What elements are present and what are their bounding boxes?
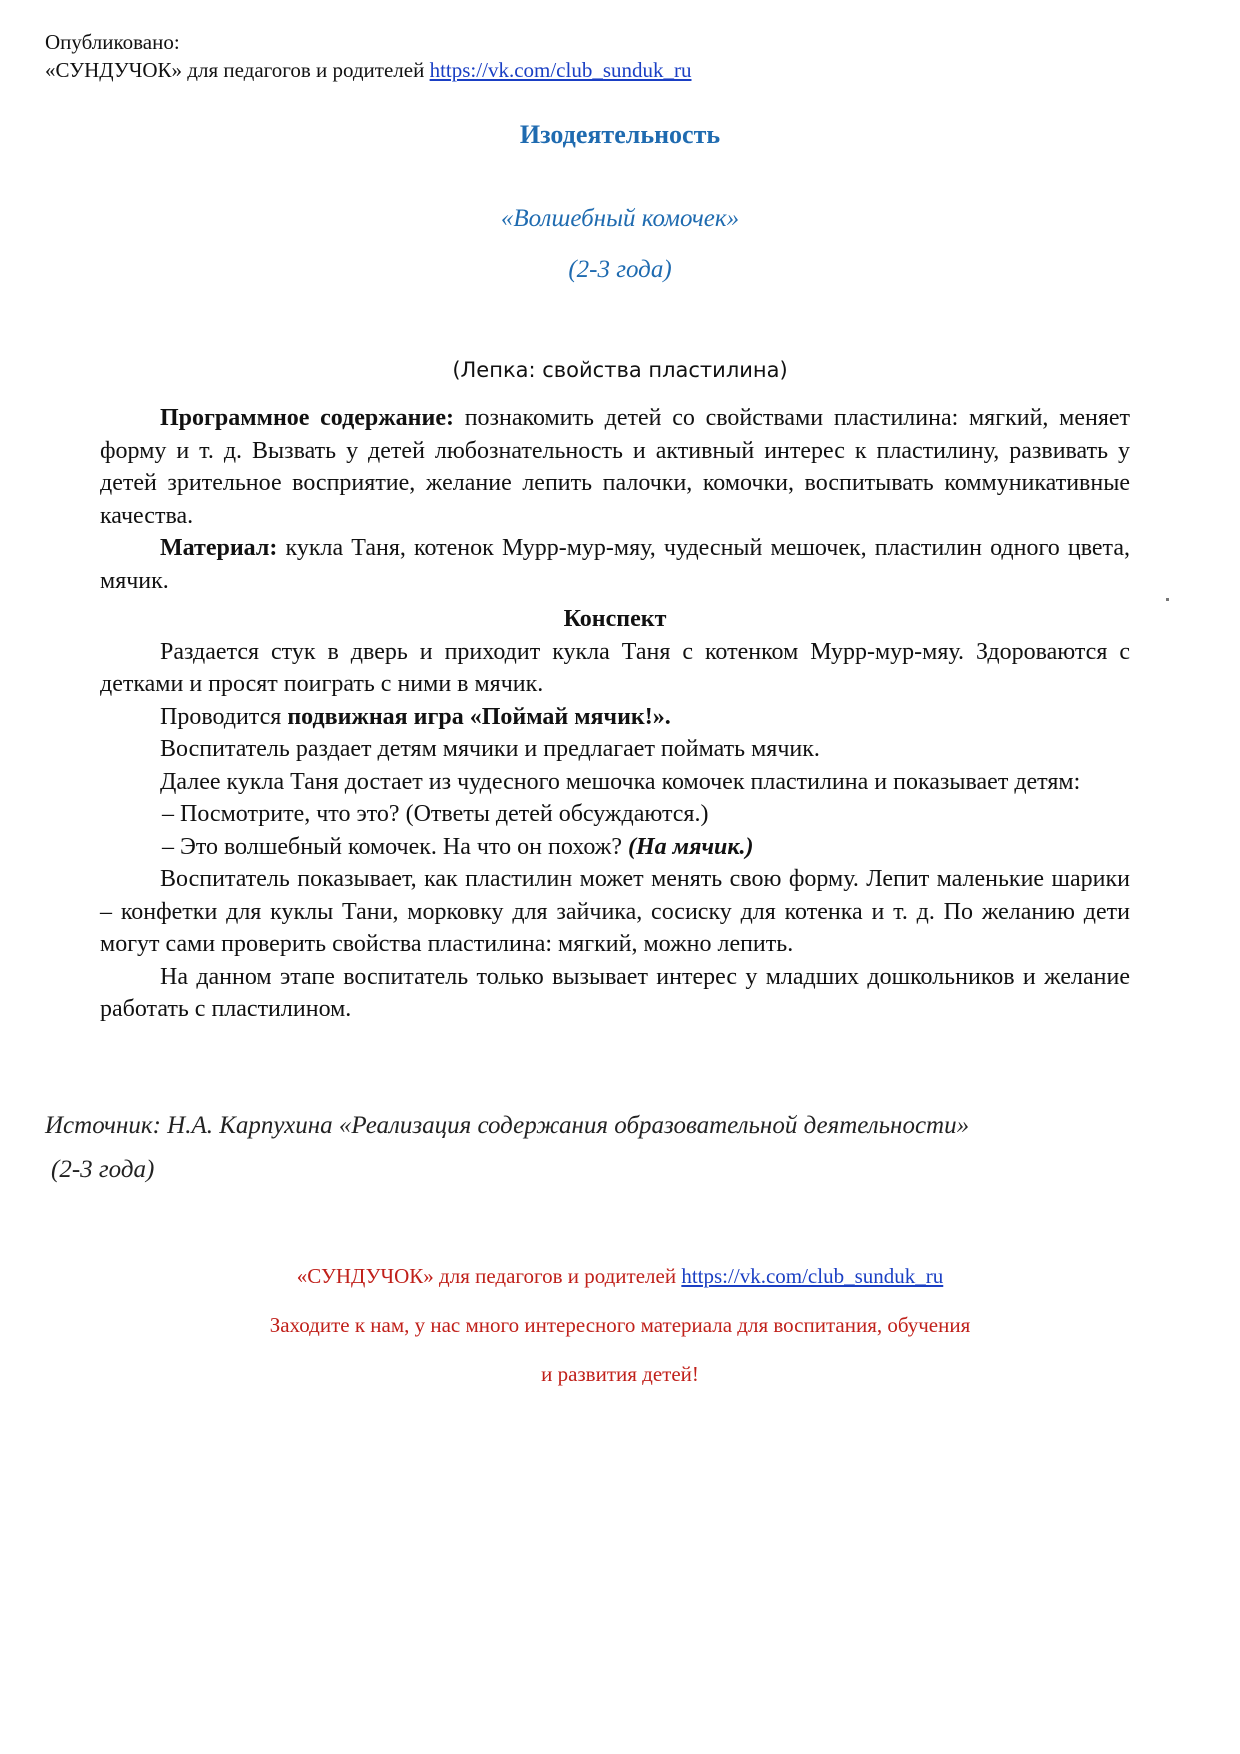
program-text: познакомить детей со свойствами пластилина: мягкий, меняет форму и т. д. Вызвать у детей любознательность и активный интерес к пластилину, развивать у детей зрительное восприятие, желание лепить палочки, комочки, воспитывать коммуникативные качества.: [100, 405, 1130, 529]
konspekt-title: Конспект: [563, 606, 667, 632]
source-line-1: Источник: Н.А. Карпухина «Реализация содержания образовательной деятельности»: [45, 1112, 970, 1139]
footer-group-link[interactable]: https://vk.com/club_sunduk_ru: [681, 1264, 944, 1288]
group-name: «СУНДУЧОК» для педагогов и родителей: [45, 58, 425, 82]
dialogue-line-2-answer: (На мячик.): [627, 833, 754, 860]
paragraph-8: На данном этапе воспитатель только вызывает интерес у младших дошкольников и желание работать с пластилином.: [100, 963, 1130, 1022]
program-paragraph: [100, 402, 1130, 532]
footer-group-name: «СУНДУЧОК» для педагогов и родителей: [296, 1264, 677, 1288]
category-heading: Изодеятельность: [519, 120, 721, 149]
paragraph-3: Воспитатель раздает детям мячики и предлагает поймать мячик.: [160, 736, 820, 762]
dialogue-line-2: [100, 831, 1130, 864]
footer-group-line: [0, 1252, 1240, 1301]
lesson-title: «Волшебный комочек»: [500, 205, 740, 232]
stray-dot: [1166, 598, 1169, 601]
dialogue-line-2-text: – Это волшебный комочек. На что он похож?: [162, 833, 628, 860]
section-title: (Лепка: свойства пластилина): [452, 358, 788, 382]
paragraph-1: Раздается стук в дверь и приходит кукла Таня с котенком Мурр-мур-мяу. Здороваются с детками и просят поиграть с ними в мячик.: [100, 638, 1130, 697]
paragraph-2-prefix: Проводится: [160, 703, 288, 730]
source-citation: [45, 1104, 1195, 1192]
footer: [0, 1252, 1240, 1399]
published-header: [45, 28, 692, 84]
material-paragraph: [100, 532, 1130, 597]
game-name: подвижная игра «Поймай мячик!».: [287, 703, 671, 730]
source-line-2: (2-3 года): [51, 1156, 155, 1183]
footer-invite-line-1: Заходите к нам, у нас много интересного материала для воспитания, обучения: [269, 1313, 971, 1337]
lesson-body: [100, 402, 1130, 1026]
group-link[interactable]: https://vk.com/club_sunduk_ru: [429, 58, 692, 82]
published-label: Опубликовано:: [45, 30, 180, 54]
paragraph-7: Воспитатель показывает, как пластилин может менять свою форму. Лепит маленькие шарики – конфетки для куклы Тани, морковку для зайчика, сосиску для котенка и т. д. По желанию дети могут сами проверить свойства пластилина: мягкий, можно лепить.: [100, 866, 1130, 957]
published-source-line: [45, 56, 692, 84]
dialogue-line-1: – Посмотрите, что это? (Ответы детей обсуждаются.): [162, 801, 709, 827]
age-range: (2-3 года): [568, 256, 672, 283]
material-text: кукла Таня, котенок Мурр-мур-мяу, чудесный мешочек, пластилин одного цвета, мячик.: [100, 535, 1130, 594]
paragraph-4: Далее кукла Таня достает из чудесного мешочка комочек пластилина и показывает детям:: [160, 768, 1081, 795]
footer-invite-line-2: и развития детей!: [541, 1362, 699, 1386]
material-label: Материал:: [160, 535, 278, 561]
program-label: Программное содержание:: [160, 405, 454, 431]
paragraph-2: [100, 701, 1130, 734]
